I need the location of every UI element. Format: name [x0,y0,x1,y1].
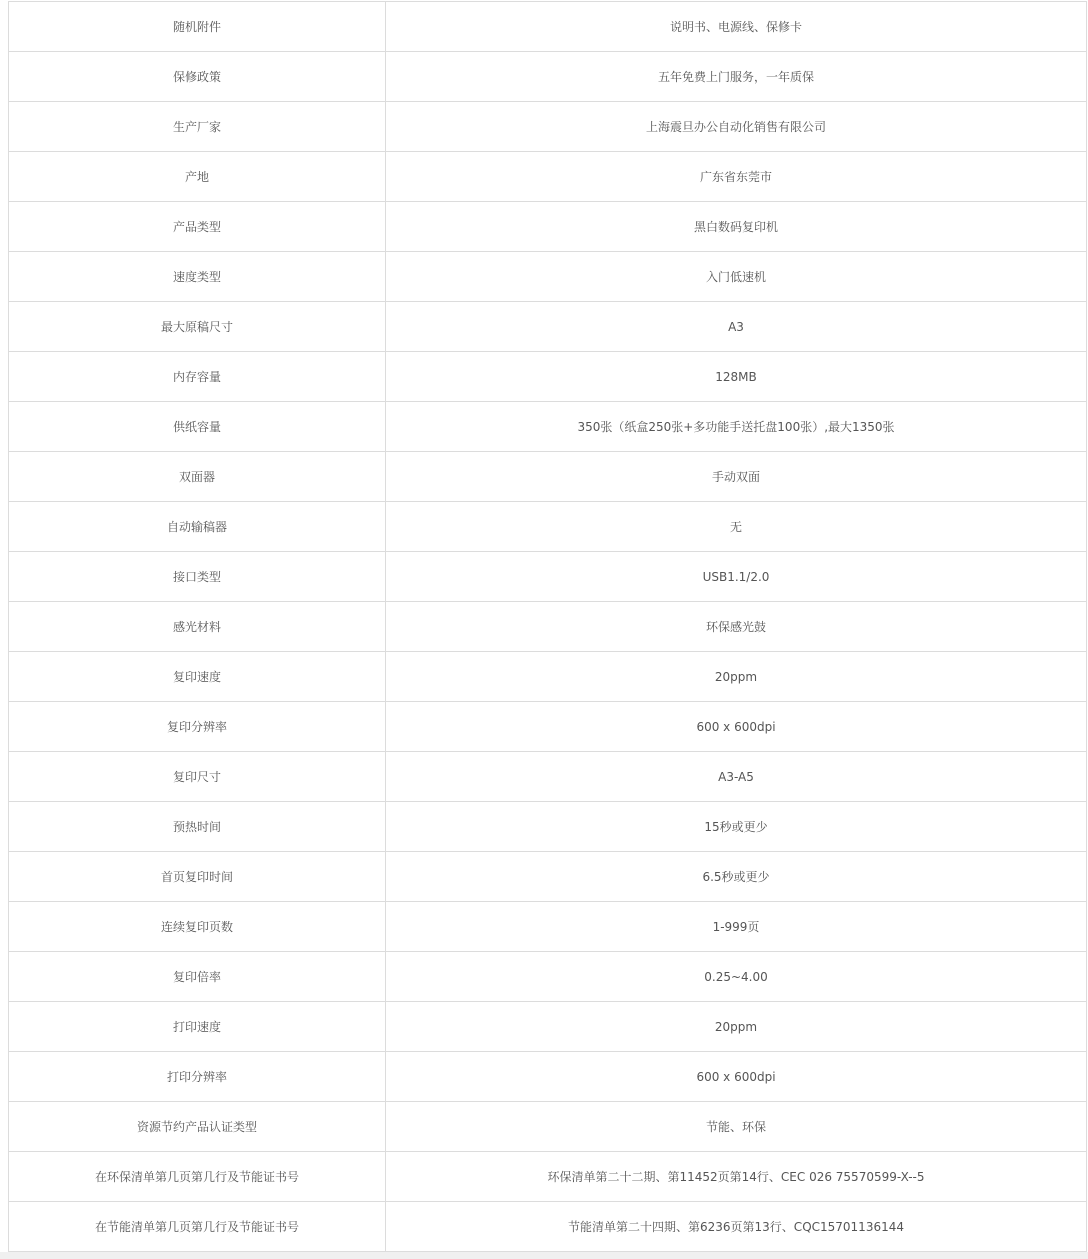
spec-value: 0.25~4.00 [386,952,1087,1002]
spec-row [9,52,1087,102]
spec-label: 产品类型 [9,202,386,252]
spec-label: 感光材料 [9,602,386,652]
spec-value: USB1.1/2.0 [386,552,1087,602]
spec-label: 保修政策 [9,52,386,102]
spec-label: 随机附件 [9,2,386,52]
spec-label: 接口类型 [9,552,386,602]
spec-label: 打印分辨率 [9,1052,386,1102]
spec-label: 自动输稿器 [9,502,386,552]
spec-label: 在节能清单第几页第几行及节能证书号 [9,1202,386,1252]
spec-row [9,102,1087,152]
spec-row [9,1052,1087,1102]
spec-value: 350张（纸盒250张+多功能手送托盘100张）,最大1350张 [386,402,1087,452]
spec-row [9,1152,1087,1202]
spec-value: A3-A5 [386,752,1087,802]
spec-row [9,302,1087,352]
spec-value: 无 [386,502,1087,552]
spec-label: 复印倍率 [9,952,386,1002]
spec-value: 黑白数码复印机 [386,202,1087,252]
spec-table-body [9,2,1087,1252]
spec-value: 入门低速机 [386,252,1087,302]
spec-value: 上海震旦办公自动化销售有限公司 [386,102,1087,152]
spec-row [9,202,1087,252]
spec-row [9,1002,1087,1052]
spec-label: 双面器 [9,452,386,502]
spec-row [9,702,1087,752]
spec-row [9,902,1087,952]
spec-label: 复印尺寸 [9,752,386,802]
page-bottom-strip [0,1252,1088,1259]
spec-value: 20ppm [386,652,1087,702]
spec-row [9,602,1087,652]
spec-row [9,752,1087,802]
spec-label: 最大原稿尺寸 [9,302,386,352]
spec-row [9,952,1087,1002]
spec-label: 复印分辨率 [9,702,386,752]
spec-row [9,452,1087,502]
spec-row [9,402,1087,452]
spec-label: 复印速度 [9,652,386,702]
spec-value: 15秒或更少 [386,802,1087,852]
spec-value: 20ppm [386,1002,1087,1052]
spec-table [8,1,1087,1252]
spec-label: 供纸容量 [9,402,386,452]
spec-value: 五年免费上门服务，一年质保 [386,52,1087,102]
spec-label: 连续复印页数 [9,902,386,952]
spec-label: 产地 [9,152,386,202]
spec-value: 600 x 600dpi [386,1052,1087,1102]
spec-row [9,802,1087,852]
spec-row [9,852,1087,902]
spec-value: A3 [386,302,1087,352]
spec-value: 6.5秒或更少 [386,852,1087,902]
spec-value: 600 x 600dpi [386,702,1087,752]
spec-value: 环保感光鼓 [386,602,1087,652]
spec-label: 速度类型 [9,252,386,302]
spec-row [9,552,1087,602]
spec-row [9,502,1087,552]
spec-label: 打印速度 [9,1002,386,1052]
spec-value: 手动双面 [386,452,1087,502]
spec-row [9,252,1087,302]
spec-row [9,1102,1087,1152]
spec-value: 128MB [386,352,1087,402]
spec-row [9,152,1087,202]
spec-value: 广东省东莞市 [386,152,1087,202]
spec-value: 节能、环保 [386,1102,1087,1152]
spec-label: 内存容量 [9,352,386,402]
spec-label: 首页复印时间 [9,852,386,902]
spec-value: 环保清单第二十二期、第11452页第14行、CEC 026 75570599-X--5 [386,1152,1087,1202]
spec-row [9,352,1087,402]
spec-label: 资源节约产品认证类型 [9,1102,386,1152]
spec-row [9,1202,1087,1252]
spec-label: 生产厂家 [9,102,386,152]
spec-label: 预热时间 [9,802,386,852]
spec-value: 节能清单第二十四期、第6236页第13行、CQC15701136144 [386,1202,1087,1252]
spec-row [9,2,1087,52]
spec-row [9,652,1087,702]
spec-value: 1-999页 [386,902,1087,952]
spec-label: 在环保清单第几页第几行及节能证书号 [9,1152,386,1202]
spec-value: 说明书、电源线、保修卡 [386,2,1087,52]
